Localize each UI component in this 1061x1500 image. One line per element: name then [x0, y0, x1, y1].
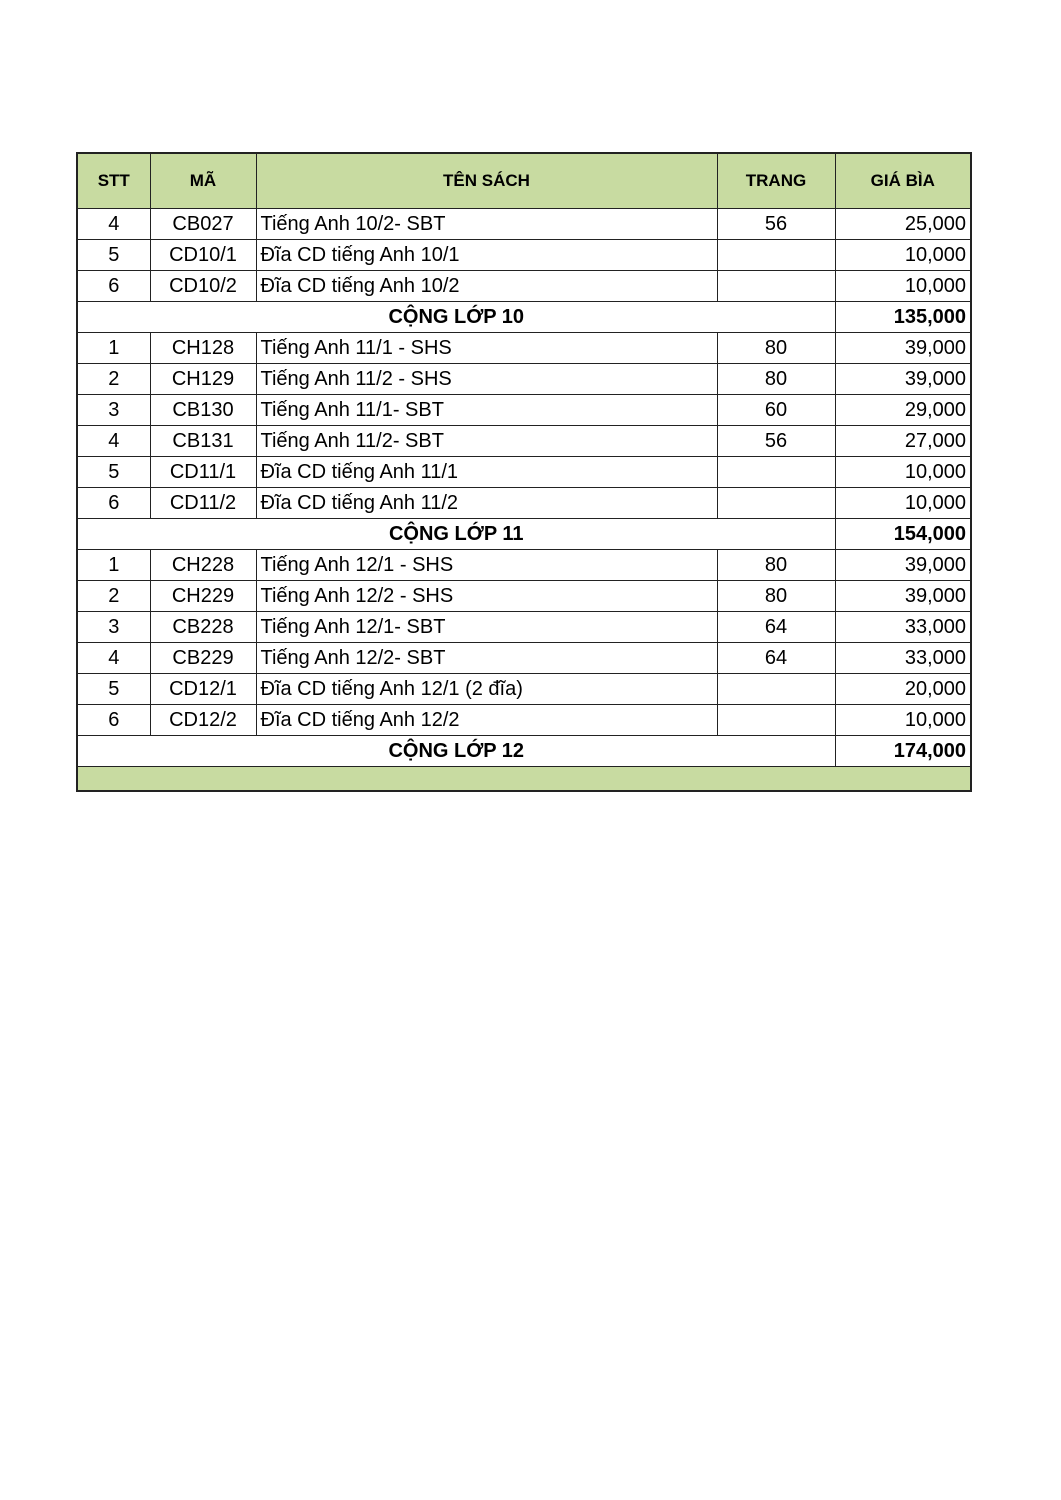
cell-ma: CB229 — [150, 643, 256, 674]
cell-ten-sach: Đĩa CD tiếng Anh 11/1 — [256, 457, 717, 488]
cell-trang — [717, 674, 835, 705]
cell-stt: 5 — [77, 240, 150, 271]
header-gia-bia: GIÁ BÌA — [835, 153, 971, 209]
table-row — [77, 395, 971, 426]
cell-ten-sach: Đĩa CD tiếng Anh 12/2 — [256, 705, 717, 736]
cell-gia-bia: 10,000 — [835, 705, 971, 736]
header-ten-sach: TÊN SÁCH — [256, 153, 717, 209]
table-row — [77, 705, 971, 736]
cell-gia-bia: 29,000 — [835, 395, 971, 426]
cell-ten-sach: Tiếng Anh 12/1- SBT — [256, 612, 717, 643]
cell-trang: 56 — [717, 209, 835, 240]
cell-gia-bia: 39,000 — [835, 364, 971, 395]
cell-ma: CB130 — [150, 395, 256, 426]
cell-trang — [717, 705, 835, 736]
cell-gia-bia: 27,000 — [835, 426, 971, 457]
cell-ten-sach: Tiếng Anh 11/1- SBT — [256, 395, 717, 426]
header-trang: TRANG — [717, 153, 835, 209]
cell-stt: 3 — [77, 612, 150, 643]
cell-trang: 80 — [717, 581, 835, 612]
section-total-row — [77, 302, 971, 333]
cell-gia-bia: 33,000 — [835, 643, 971, 674]
table-row — [77, 550, 971, 581]
table-row — [77, 240, 971, 271]
cell-stt: 5 — [77, 457, 150, 488]
cell-ten-sach: Tiếng Anh 10/2- SBT — [256, 209, 717, 240]
cell-ma: CB228 — [150, 612, 256, 643]
cell-gia-bia: 10,000 — [835, 488, 971, 519]
cell-ma: CB027 — [150, 209, 256, 240]
cell-gia-bia: 39,000 — [835, 333, 971, 364]
section-total-value: 174,000 — [835, 736, 971, 767]
section-total-value: 154,000 — [835, 519, 971, 550]
table-footer-band — [77, 767, 971, 792]
cell-stt: 6 — [77, 271, 150, 302]
cell-ten-sach: Đĩa CD tiếng Anh 10/1 — [256, 240, 717, 271]
cell-stt: 6 — [77, 488, 150, 519]
table-row — [77, 426, 971, 457]
cell-stt: 3 — [77, 395, 150, 426]
cell-gia-bia: 25,000 — [835, 209, 971, 240]
table-row — [77, 643, 971, 674]
cell-ma: CD11/1 — [150, 457, 256, 488]
table-row — [77, 674, 971, 705]
table-row — [77, 457, 971, 488]
book-price-table — [76, 152, 972, 792]
cell-trang: 60 — [717, 395, 835, 426]
cell-ma: CH228 — [150, 550, 256, 581]
cell-gia-bia: 10,000 — [835, 457, 971, 488]
cell-stt: 2 — [77, 364, 150, 395]
section-total-label: CỘNG LỚP 11 — [77, 519, 835, 550]
table-row — [77, 488, 971, 519]
cell-ten-sach: Tiếng Anh 12/2 - SHS — [256, 581, 717, 612]
cell-ten-sach: Tiếng Anh 11/1 - SHS — [256, 333, 717, 364]
cell-trang: 80 — [717, 364, 835, 395]
cell-ten-sach: Đĩa CD tiếng Anh 11/2 — [256, 488, 717, 519]
cell-trang: 64 — [717, 612, 835, 643]
cell-stt: 4 — [77, 426, 150, 457]
section-total-row — [77, 736, 971, 767]
table-header-row — [77, 153, 971, 209]
cell-ma: CD10/1 — [150, 240, 256, 271]
cell-gia-bia: 39,000 — [835, 581, 971, 612]
cell-ma: CD10/2 — [150, 271, 256, 302]
cell-ma: CH129 — [150, 364, 256, 395]
cell-trang — [717, 457, 835, 488]
table-row — [77, 581, 971, 612]
cell-stt: 1 — [77, 333, 150, 364]
cell-ten-sach: Đĩa CD tiếng Anh 10/2 — [256, 271, 717, 302]
cell-ten-sach: Tiếng Anh 11/2- SBT — [256, 426, 717, 457]
section-total-label: CỘNG LỚP 12 — [77, 736, 835, 767]
table-body — [77, 209, 971, 792]
cell-ma: CH229 — [150, 581, 256, 612]
cell-stt: 2 — [77, 581, 150, 612]
cell-stt: 6 — [77, 705, 150, 736]
cell-trang — [717, 488, 835, 519]
cell-ten-sach: Tiếng Anh 12/2- SBT — [256, 643, 717, 674]
cell-ma: CD11/2 — [150, 488, 256, 519]
header-ma: MÃ — [150, 153, 256, 209]
section-total-label: CỘNG LỚP 10 — [77, 302, 835, 333]
cell-trang: 80 — [717, 550, 835, 581]
section-total-row — [77, 519, 971, 550]
section-total-value: 135,000 — [835, 302, 971, 333]
cell-trang — [717, 271, 835, 302]
cell-ten-sach: Đĩa CD tiếng Anh 12/1 (2 đĩa) — [256, 674, 717, 705]
cell-gia-bia: 20,000 — [835, 674, 971, 705]
table-row — [77, 612, 971, 643]
table-row — [77, 364, 971, 395]
cell-stt: 5 — [77, 674, 150, 705]
cell-ma: CD12/1 — [150, 674, 256, 705]
cell-trang: 64 — [717, 643, 835, 674]
cell-trang: 80 — [717, 333, 835, 364]
table-row — [77, 333, 971, 364]
cell-stt: 1 — [77, 550, 150, 581]
cell-stt: 4 — [77, 643, 150, 674]
table-row — [77, 271, 971, 302]
table-row — [77, 209, 971, 240]
footer-band-cell — [77, 767, 971, 792]
cell-gia-bia: 10,000 — [835, 271, 971, 302]
cell-ten-sach: Tiếng Anh 11/2 - SHS — [256, 364, 717, 395]
cell-trang: 56 — [717, 426, 835, 457]
cell-gia-bia: 10,000 — [835, 240, 971, 271]
cell-ten-sach: Tiếng Anh 12/1 - SHS — [256, 550, 717, 581]
cell-ma: CB131 — [150, 426, 256, 457]
cell-ma: CH128 — [150, 333, 256, 364]
cell-gia-bia: 39,000 — [835, 550, 971, 581]
cell-stt: 4 — [77, 209, 150, 240]
cell-gia-bia: 33,000 — [835, 612, 971, 643]
cell-ma: CD12/2 — [150, 705, 256, 736]
header-stt: STT — [77, 153, 150, 209]
cell-trang — [717, 240, 835, 271]
